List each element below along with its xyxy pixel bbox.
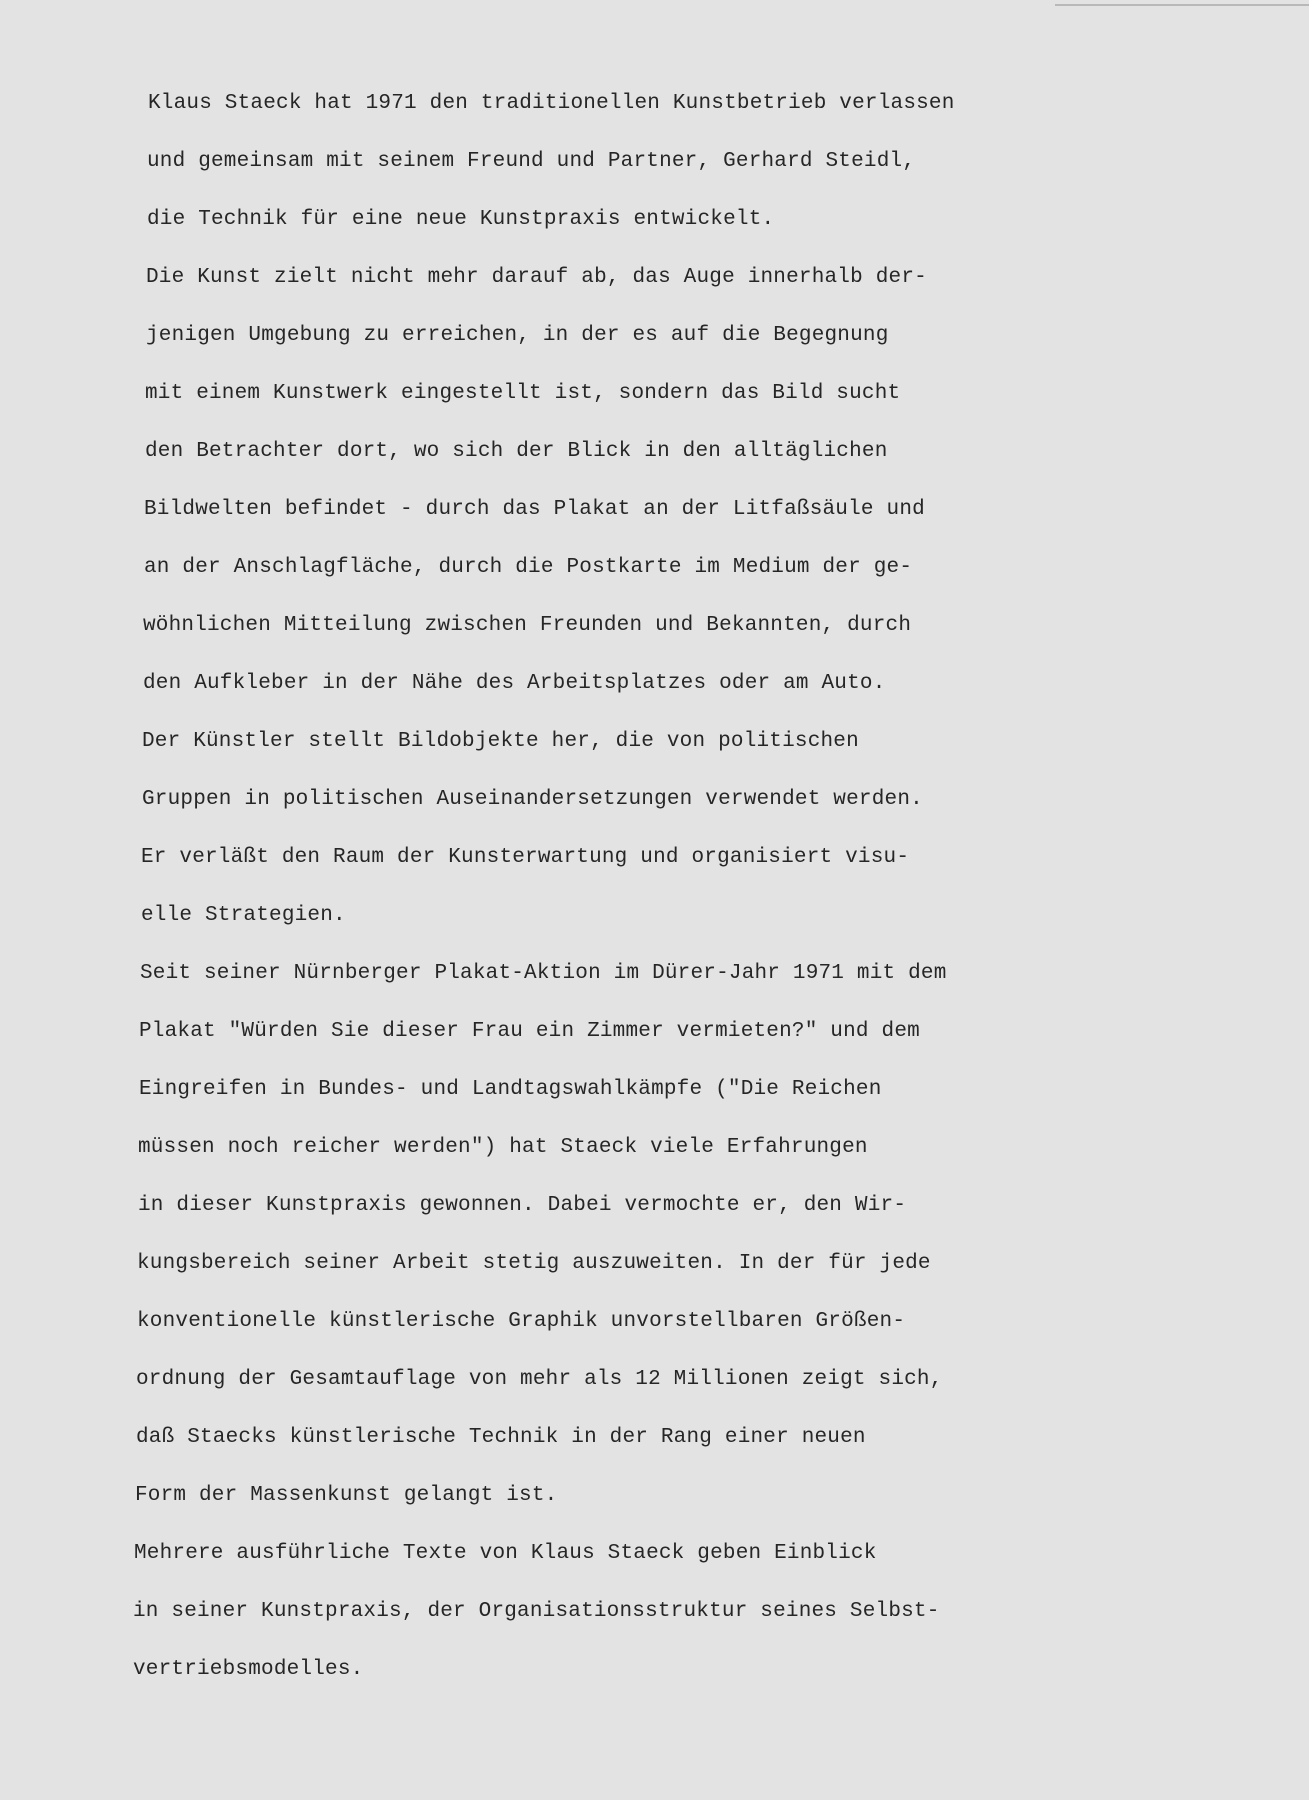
text-line: Plakat "Würden Sie dieser Frau ein Zimmer vermieten?" und dem (139, 1020, 920, 1043)
text-line: und gemeinsam mit seinem Freund und Partner, Gerhard Steidl, (147, 150, 916, 173)
text-line: konventionelle künstlerische Graphik unvorstellbaren Größen- (137, 1310, 906, 1333)
text-line: kungsbereich seiner Arbeit stetig auszuweiten. In der für jede (137, 1252, 931, 1275)
text-line: jenigen Umgebung zu erreichen, in der es auf die Begegnung (146, 324, 889, 347)
text-line: Seit seiner Nürnberger Plakat-Aktion im Dürer-Jahr 1971 mit dem (140, 962, 947, 985)
text-line: die Technik für eine neue Kunstpraxis entwickelt. (147, 208, 775, 231)
text-line: Er verläßt den Raum der Kunsterwartung und organisiert visu- (141, 846, 910, 869)
text-line: Gruppen in politischen Auseinandersetzungen verwendet werden. (142, 788, 923, 811)
text-line: Die Kunst zielt nicht mehr darauf ab, das Auge innerhalb der- (146, 266, 927, 289)
text-line: den Betrachter dort, wo sich der Blick in den alltäglichen (145, 440, 888, 463)
text-line: wöhnlichen Mitteilung zwischen Freunden und Bekannten, durch (143, 614, 912, 637)
text-line: Mehrere ausführliche Texte von Klaus Staeck geben Einblick (134, 1542, 877, 1565)
text-line: Bildwelten befindet - durch das Plakat an der Litfaßsäule und (144, 498, 925, 521)
text-line: müssen noch reicher werden") hat Staeck viele Erfahrungen (138, 1136, 868, 1159)
text-line: den Aufkleber in der Nähe des Arbeitsplatzes oder am Auto. (143, 672, 886, 695)
text-line: ordnung der Gesamtauflage von mehr als 12 Millionen zeigt sich, (136, 1368, 943, 1391)
text-line: vertriebsmodelles. (133, 1658, 364, 1681)
text-line: daß Staecks künstlerische Technik in der Rang einer neuen (136, 1426, 866, 1449)
text-line: an der Anschlagfläche, durch die Postkarte im Medium der ge- (144, 556, 913, 579)
text-line: Klaus Staeck hat 1971 den traditionellen Kunstbetrieb verlassen (148, 92, 955, 115)
text-line: in seiner Kunstpraxis, der Organisationsstruktur seines Selbst- (133, 1600, 940, 1623)
text-line: mit einem Kunstwerk eingestellt ist, sondern das Bild sucht (145, 382, 901, 405)
text-line: in dieser Kunstpraxis gewonnen. Dabei vermochte er, den Wir- (138, 1194, 907, 1217)
text-line: Der Künstler stellt Bildobjekte her, die von politischen (142, 730, 859, 753)
text-line: Eingreifen in Bundes- und Landtagswahlkämpfe ("Die Reichen (139, 1078, 882, 1101)
text-line: Form der Massenkunst gelangt ist. (135, 1484, 558, 1507)
text-line: elle Strategien. (141, 904, 346, 927)
